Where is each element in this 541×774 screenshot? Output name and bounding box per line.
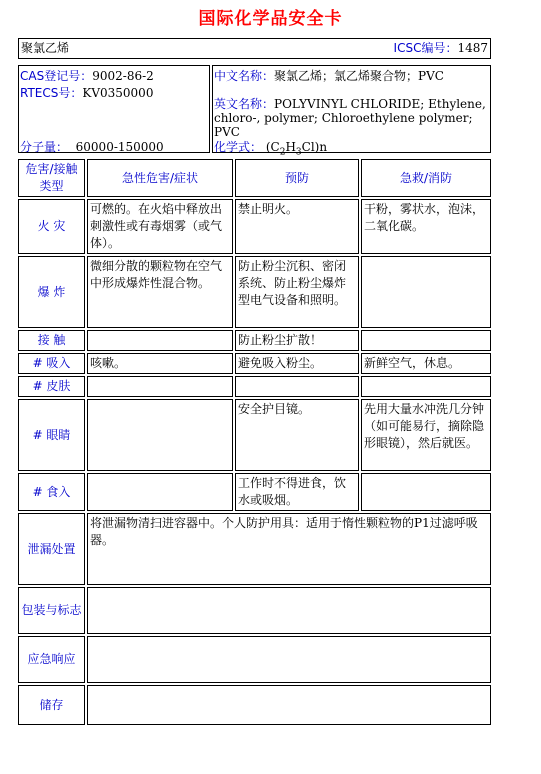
row-type: # 皮肤 xyxy=(18,376,85,397)
header-type: 危害/接触类型 xyxy=(18,159,85,197)
row-aid xyxy=(361,473,491,511)
section-label: 包装与标志 xyxy=(18,587,85,634)
info-table xyxy=(16,63,493,158)
row-aid xyxy=(361,330,491,351)
row-type: 火 灾 xyxy=(18,199,85,254)
row-prevent xyxy=(235,376,359,397)
icsc-value: 1487 xyxy=(457,41,488,55)
en-label: 英文名称： xyxy=(214,97,275,111)
mw-value: 60000-150000 xyxy=(75,140,164,154)
row-hazard xyxy=(87,399,233,471)
section-text xyxy=(87,685,491,725)
row-type: # 吸入 xyxy=(18,353,85,374)
row-type: 接 触 xyxy=(18,330,85,351)
id-cell xyxy=(18,65,210,153)
row-aid: 先用大量水冲洗几分钟（如可能易行，摘除隐形眼镜），然后就医。 xyxy=(361,399,491,471)
card-title: 国际化学品安全卡 xyxy=(198,9,343,29)
en-value: POLYVINYL CHLORIDE; Ethylene, chloro-, polymer; Chloroethylene polymer; PVC xyxy=(214,97,486,139)
name-table xyxy=(16,36,493,61)
row-hazard: 咳嗽。 xyxy=(87,353,233,374)
row-hazard xyxy=(87,330,233,351)
row-hazard xyxy=(87,376,233,397)
header-hazard: 急性危害/症状 xyxy=(87,159,233,197)
section-label: 储存 xyxy=(18,685,85,725)
row-type: 爆 炸 xyxy=(18,256,85,328)
mw-label: 分子量： xyxy=(20,140,69,154)
row-prevent: 禁止明火。 xyxy=(235,199,359,254)
row-aid: 新鲜空气，休息。 xyxy=(361,353,491,374)
rtecs-value: KV0350000 xyxy=(82,86,154,100)
row-hazard: 微细分散的颗粒物在空气中形成爆炸性混合物。 xyxy=(87,256,233,328)
section-label: 应急响应 xyxy=(18,636,85,683)
header-prevent: 预防 xyxy=(235,159,359,197)
formula: $(C_2H_3Cl)n$ xyxy=(265,140,328,158)
row-type: # 食入 xyxy=(18,473,85,511)
section-text: 将泄漏物清扫进容器中。个人防护用具：适用于惰性颗粒物的P1过滤呼吸器。 xyxy=(87,513,491,585)
row-prevent: 防止粉尘沉积、密闭系统、防止粉尘爆炸型电气设备和照明。 xyxy=(235,256,359,328)
names-cell xyxy=(212,65,491,158)
rtecs-label: RTECS号： xyxy=(20,86,83,100)
cas-value: 9002-86-2 xyxy=(92,69,154,83)
row-type: # 眼睛 xyxy=(18,399,85,471)
cas-label: CAS登记号： xyxy=(20,69,93,83)
row-prevent: 避免吸入粉尘。 xyxy=(235,353,359,374)
chemical-name: 聚氯乙烯 xyxy=(21,41,70,55)
section-text xyxy=(87,587,491,634)
row-prevent: 工作时不得进食，饮水或吸烟。 xyxy=(235,473,359,511)
header-aid: 急救/消防 xyxy=(361,159,491,197)
row-hazard: 可燃的。在火焰中释放出刺激性或有毒烟雾（或气体）。 xyxy=(87,199,233,254)
formula-label: 化学式： xyxy=(214,140,263,154)
row-aid xyxy=(361,376,491,397)
row-prevent: 防止粉尘扩散！ xyxy=(235,330,359,351)
name-cell xyxy=(18,38,491,59)
cn-value: 聚氯乙烯；氯乙烯聚合物；PVC xyxy=(274,69,444,83)
section-label: 泄漏处置 xyxy=(18,513,85,585)
section-text xyxy=(87,636,491,683)
row-prevent: 安全护目镜。 xyxy=(235,399,359,471)
hazard-table xyxy=(16,157,493,727)
row-hazard xyxy=(87,473,233,511)
icsc-label: ICSC编号： xyxy=(393,41,458,55)
cn-label: 中文名称： xyxy=(214,69,275,83)
row-aid: 干粉，雾状水，泡沫，二氧化碳。 xyxy=(361,199,491,254)
row-aid xyxy=(361,256,491,328)
